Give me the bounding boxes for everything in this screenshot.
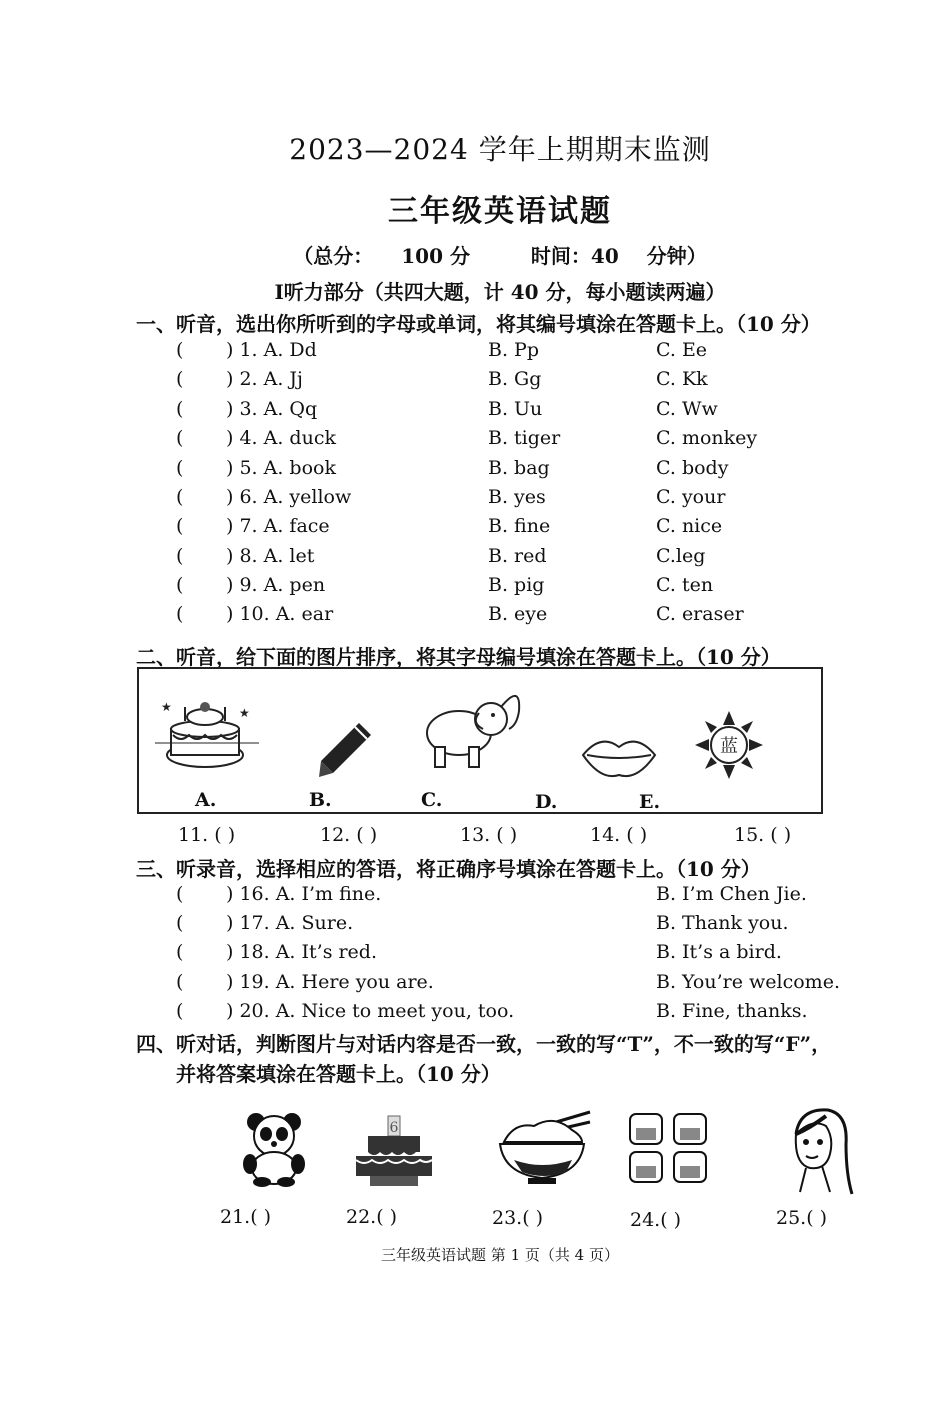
option-b: B. tiger — [488, 427, 561, 449]
option-c: C. your — [656, 486, 726, 508]
panda-icon — [234, 1108, 314, 1188]
option-b: B. eye — [488, 603, 548, 625]
picture-box — [137, 667, 823, 814]
picture-label-c: C. — [421, 789, 443, 811]
option-c: C. Kk — [656, 368, 708, 390]
option-c: C. body — [656, 457, 729, 479]
option-a: ) 19. A. Here you are. — [226, 971, 434, 993]
birthday-cake-icon — [155, 695, 265, 775]
rice-bowl-icon — [496, 1108, 592, 1188]
answer-paren: ( — [176, 427, 184, 449]
section3-heading: 三、听录音，选择相应的答语，将正确序号填涂在答题卡上。（10 分） — [136, 857, 761, 881]
option-c: C. nice — [656, 515, 723, 537]
answer-paren: ( — [176, 515, 184, 537]
picture-label-a: A. — [195, 789, 217, 811]
sun-icon — [693, 709, 765, 781]
option-a: ) 6. A. yellow — [226, 486, 352, 508]
girl-icon — [782, 1104, 854, 1196]
option-a: ) 20. A. Nice to meet you, too. — [226, 1000, 515, 1022]
answer-paren: ( — [176, 339, 184, 361]
part-heading: I听力部分（共四大题，计 40 分，每小题读两遍） — [274, 280, 726, 304]
page-footer: 三年级英语试题 第 1 页（共 4 页） — [381, 1246, 619, 1264]
option-c: C. Ee — [656, 339, 708, 361]
option-b: B. bag — [488, 457, 550, 479]
answer-paren: ( — [176, 1000, 184, 1022]
option-b: B. red — [488, 545, 547, 567]
answer-paren: ( — [176, 912, 184, 934]
section2-heading: 二、听音，给下面的图片排序，将其字母编号填涂在答题卡上。（10 分） — [136, 645, 781, 669]
answer-paren: ( — [176, 603, 184, 625]
option-a: ) 16. A. I’m fine. — [226, 883, 382, 905]
section4-heading-line2: 并将答案填涂在答题卡上。（10 分） — [176, 1062, 501, 1086]
time-unit: 分钟） — [646, 244, 707, 268]
option-b: B. Fine, thanks. — [656, 1000, 808, 1022]
term-title: 2023—2024 学年上期期末监测 — [289, 133, 711, 166]
option-c: C. eraser — [656, 603, 744, 625]
picture-label-b: B. — [309, 789, 332, 811]
answer-paren: ( — [176, 368, 184, 390]
answer-paren: ( — [176, 971, 184, 993]
picture-label-e: E. — [639, 791, 661, 813]
svg-text:★: ★ — [239, 706, 250, 720]
elephant-icon — [419, 685, 529, 775]
option-c: C. monkey — [656, 427, 758, 449]
option-c: C. Ww — [656, 398, 718, 420]
answer-paren: ( — [176, 486, 184, 508]
section4-heading-line1: 四、听对话，判断图片与对话内容是否一致，一致的写“T”，不一致的写“F”， — [136, 1032, 832, 1056]
option-b: B. Gg — [488, 368, 542, 390]
option-b: B. You’re welcome. — [656, 971, 840, 993]
option-b: B. Thank you. — [656, 912, 789, 934]
candle-number: 6 — [389, 1120, 399, 1136]
svg-text:★: ★ — [161, 700, 172, 714]
answer-24: 24.( ) — [630, 1209, 682, 1231]
time-label: 时间：40 — [530, 244, 619, 268]
answer-11: 11. ( ) — [178, 824, 236, 846]
option-a: ) 8. A. let — [226, 545, 315, 567]
section1-heading: 一、听音，选出你所听到的字母或单词，将其编号填涂在答题卡上。（10 分） — [136, 312, 821, 336]
cake-6-icon — [352, 1112, 436, 1188]
option-b: B. Uu — [488, 398, 543, 420]
exam-meta — [0, 240, 950, 269]
schoolbags-icon — [624, 1108, 716, 1188]
answer-paren: ( — [176, 883, 184, 905]
option-a: ) 2. A. Jj — [226, 368, 303, 390]
answer-22: 22.( ) — [346, 1206, 398, 1228]
answer-paren: ( — [176, 574, 184, 596]
sun-text: 蓝 — [720, 736, 738, 757]
option-b: B. I’m Chen Jie. — [656, 883, 807, 905]
answer-21: 21.( ) — [220, 1206, 272, 1228]
answer-paren: ( — [176, 941, 184, 963]
picture-label-d: D. — [535, 791, 558, 813]
option-a: ) 17. A. Sure. — [226, 912, 354, 934]
answer-12: 12. ( ) — [320, 824, 378, 846]
option-b: B. Pp — [488, 339, 539, 361]
option-a: ) 4. A. duck — [226, 427, 336, 449]
option-c: C.leg — [656, 545, 706, 567]
option-c: C. ten — [656, 574, 714, 596]
option-a: ) 10. A. ear — [226, 603, 334, 625]
answer-paren: ( — [176, 545, 184, 567]
total-label: （总分： — [293, 244, 374, 268]
answer-15: 15. ( ) — [734, 824, 792, 846]
option-b: B. yes — [488, 486, 546, 508]
subject-title: 三年级英语试题 — [388, 194, 612, 229]
answer-23: 23.( ) — [492, 1207, 544, 1229]
option-a: ) 18. A. It’s red. — [226, 941, 378, 963]
option-a: ) 7. A. face — [226, 515, 330, 537]
total-value: 100 分 — [401, 244, 470, 268]
crayon-icon — [315, 719, 375, 779]
option-b: B. fine — [488, 515, 551, 537]
answer-paren: ( — [176, 457, 184, 479]
answer-14: 14. ( ) — [590, 824, 648, 846]
answer-paren: ( — [176, 398, 184, 420]
option-a: ) 1. A. Dd — [226, 339, 317, 361]
option-a: ) 9. A. pen — [226, 574, 326, 596]
option-a: ) 5. A. book — [226, 457, 336, 479]
lips-icon — [579, 733, 659, 779]
answer-25: 25.( ) — [776, 1207, 828, 1229]
option-a: ) 3. A. Qq — [226, 398, 318, 420]
option-b: B. pig — [488, 574, 545, 596]
answer-13: 13. ( ) — [460, 824, 518, 846]
option-b: B. It’s a bird. — [656, 941, 782, 963]
